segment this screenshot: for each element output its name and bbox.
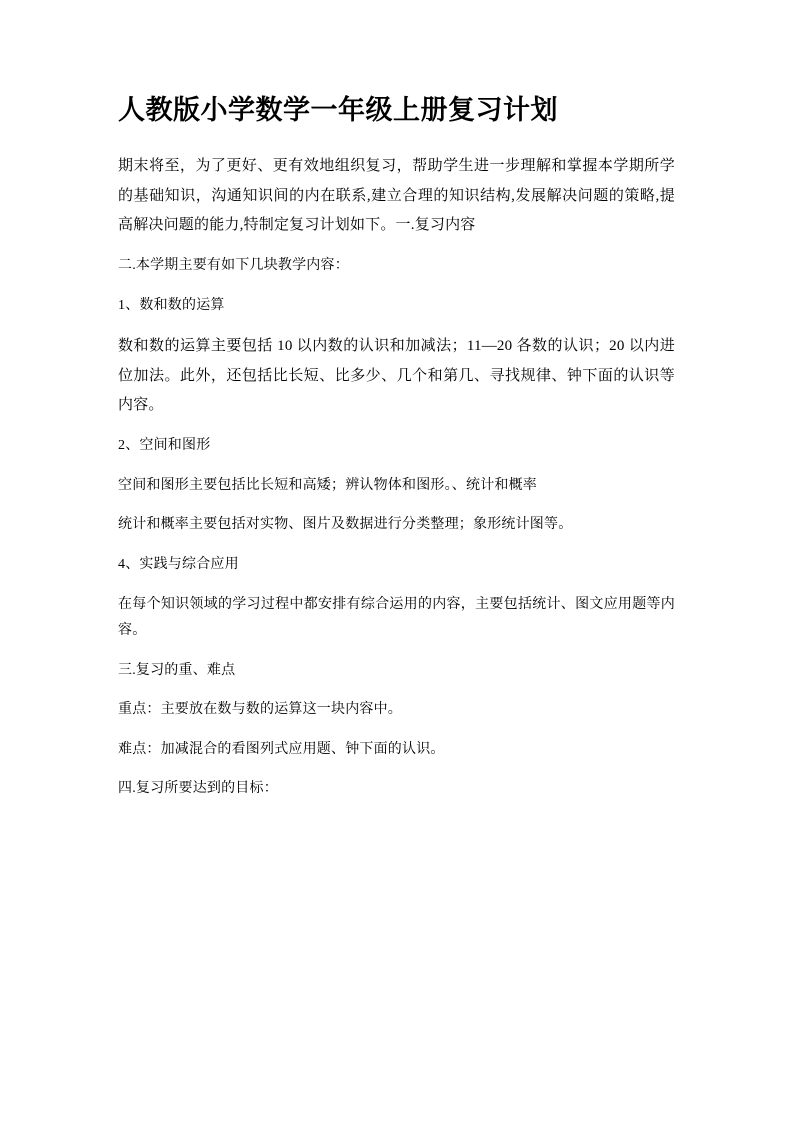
document-body: [118, 152, 675, 803]
paragraph-item-2-heading: 2、空间和图形: [118, 438, 211, 454]
paragraph-section-three-heading: 三.复习的重、难点: [118, 662, 236, 678]
paragraph-item-3-body: 统计和概率主要包括对实物、图片及数据进行分类整理；象形统计图等。: [118, 517, 573, 533]
paragraph-intro: 期末将至，为了更好、更有效地组织复习，帮助学生进一步理解和掌握本学期所学的基础知识，沟通知识间的内在联系,建立合理的知识结构,发展解决问题的策略,提高解决问题的能力,特制定复习计划如下。一.复习内容: [118, 158, 675, 233]
paragraph-difficult-point: 难点：加减混合的看图列式应用题、钟下面的认识。: [118, 741, 445, 757]
paragraph-item-4-body: 在每个知识领域的学习过程中都安排有综合运用的内容，主要包括统计、图文应用题等内容。: [118, 596, 675, 639]
paragraph-key-point: 重点：主要放在数与数的运算这一块内容中。: [118, 702, 402, 718]
paragraph-item-4-heading: 4、实践与综合应用: [118, 556, 239, 572]
paragraph-item-1-heading: 1、数和数的运算: [118, 297, 225, 313]
paragraph-section-four-heading: 四.复习所要达到的目标：: [118, 781, 278, 797]
paragraph-section-two-heading: 二.本学期主要有如下几块教学内容：: [118, 258, 349, 274]
paragraph-item-2-body: 空间和图形主要包括比长短和高矮；辨认物体和图形。、统计和概率: [118, 477, 537, 493]
page-title: 人教版小学数学一年级上册复习计划: [118, 95, 558, 125]
paragraph-item-1-body: 数和数的运算主要包括 10 以内数的认识和加减法；11—20 各数的认识；20 以内进位加法。此外，还包括比长短、比多少、几个和第几、寻找规律、钟下面的认识等内容。: [118, 338, 675, 413]
